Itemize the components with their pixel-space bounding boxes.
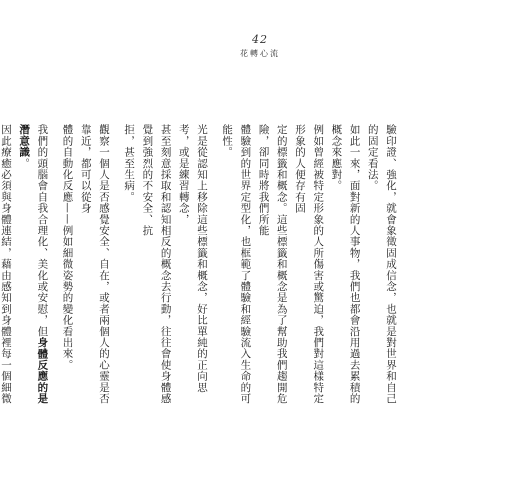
paragraph-line: 體驗到的世界定型化，也框範了體驗和經驗流入生命的可能性。 xyxy=(221,124,252,404)
paragraph-line: 光是從認知上移除這些標籤和概念，好比單純的正向思考，或是練習轉念， xyxy=(177,124,208,393)
paragraph-line: 甚至刻意採取和認知相反的概念去行動，往往會使身體感覺到強烈的不安全、抗 xyxy=(141,124,172,404)
paragraph-line: 拒，甚至生病。 xyxy=(123,124,136,203)
paragraph-line: 如此一來，面對新的人事物，我們也都會沿用過去累積的概念來應對。 xyxy=(330,124,361,404)
paragraph-5 xyxy=(0,124,51,408)
paragraph-2 xyxy=(218,124,364,408)
paragraph-1 xyxy=(364,124,400,408)
paragraph-line: 例如曾經被特定形象的人所傷害或驚迫，我們對這樣特定形象的人便存有固 xyxy=(293,124,325,404)
paragraph-line: 因此療癒必須與身體連結，藉由感知到身體裡每一個細微 xyxy=(0,124,12,404)
paragraph-line: 體的自動化反應——例如細微姿勢的變化看出來。 xyxy=(61,124,74,371)
paragraph-4 xyxy=(58,124,113,408)
emphasis-text: 身體反應的是潛意識 xyxy=(18,124,49,405)
paragraph-line: 驗印證、強化，就會象徵固成信念，也就是對世界和自己的固定看法。 xyxy=(366,124,397,404)
emphasis-trail: 。 xyxy=(18,157,31,169)
paragraph-3 xyxy=(120,124,211,408)
paragraph-line: 定的標籤和概念。這些標籤和概念是為了幫助我們趨開危險，卻同時將我們所能 xyxy=(257,124,288,404)
paragraph-line: 我們的頭腦會自我合理化、美化或安慰，但 xyxy=(36,124,49,337)
body-text xyxy=(0,124,400,408)
running-header: 花轉心流 xyxy=(240,49,280,58)
page-number: 42 xyxy=(252,33,268,46)
paragraph-line: 觀察一個人是否感覺安全、自在，或者兩個人的心靈是否靠近，都可以從身 xyxy=(79,124,110,404)
